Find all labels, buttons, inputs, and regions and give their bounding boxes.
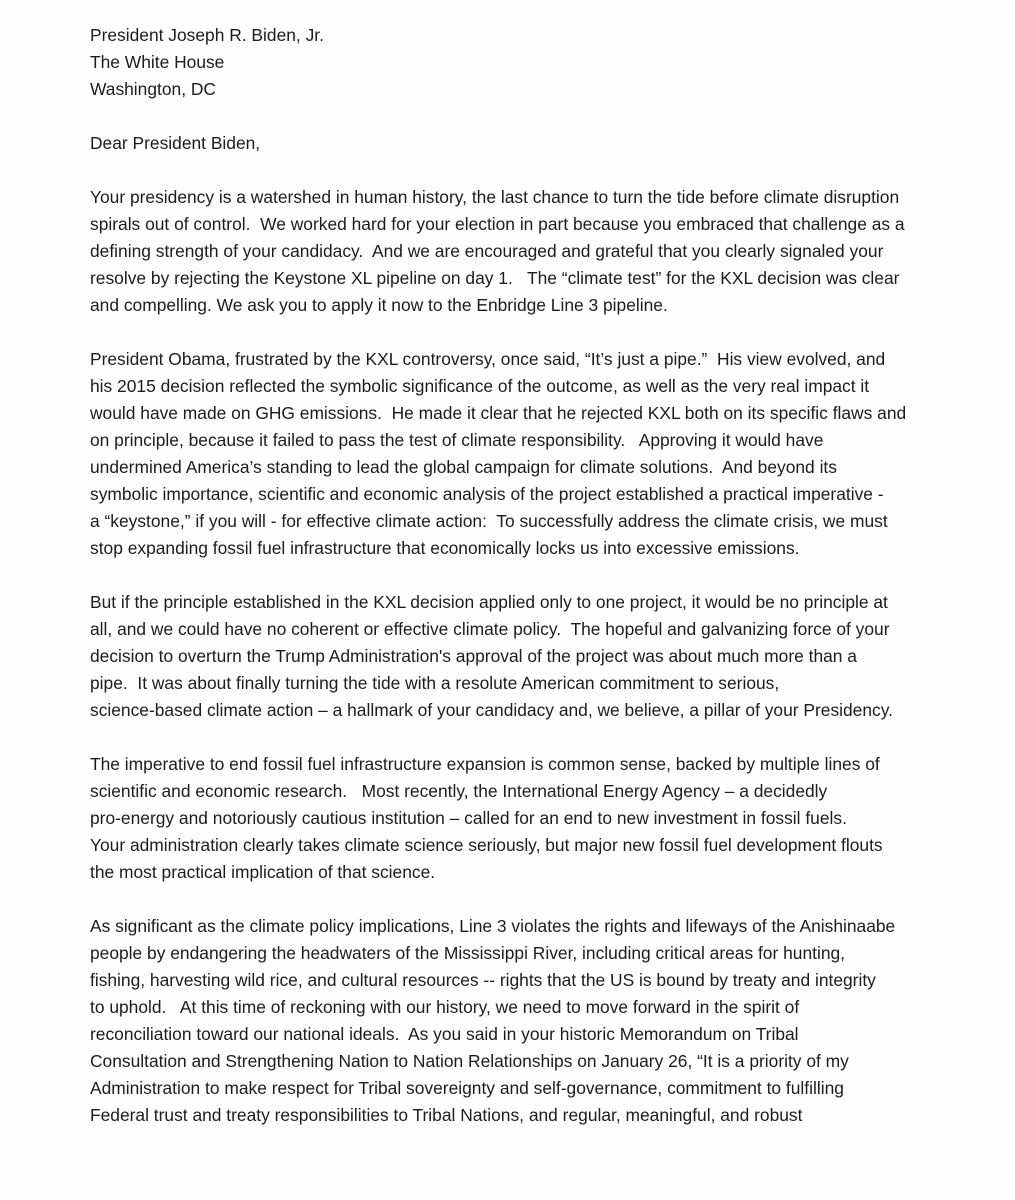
spacer: [90, 157, 990, 184]
address-city: Washington, DC: [90, 79, 216, 99]
paragraph-line: and compelling. We ask you to apply it now to the Enbridge Line 3 pipeline.: [90, 295, 668, 315]
paragraph-line: would have made on GHG emissions. He made it clear that he rejected KXL both on its specific flaws and: [90, 403, 907, 423]
spacer: [90, 562, 990, 589]
paragraph-line: science-based climate action – a hallmark of your candidacy and, we believe, a pillar of your Presidency.: [90, 700, 893, 720]
paragraph-line: But if the principle established in the KXL decision applied only to one project, it would be no principle at: [90, 592, 888, 612]
paragraph-line: Your presidency is a watershed in human history, the last chance to turn the tide before climate disruption: [90, 187, 900, 207]
paragraph-line: pipe. It was about finally turning the tide with a resolute American commitment to serious,: [90, 673, 780, 693]
paragraph-3: [90, 589, 990, 724]
paragraph-4: [90, 751, 990, 886]
paragraph-line: to uphold. At this time of reckoning with our history, we need to move forward in the spirit of: [90, 997, 800, 1017]
paragraph-line: all, and we could have no coherent or effective climate policy. The hopeful and galvanizing force of your: [90, 619, 890, 639]
paragraph-line: Consultation and Strengthening Nation to Nation Relationships on January 26, “It is a priority of my: [90, 1051, 849, 1071]
paragraph-line: resolve by rejecting the Keystone XL pipeline on day 1. The “climate test” for the KXL decision was clear: [90, 268, 900, 288]
paragraph-line: President Obama, frustrated by the KXL controversy, once said, “It’s just a pipe.” His view evolved, and: [90, 349, 886, 369]
paragraph-line: Federal trust and treaty responsibilities to Tribal Nations, and regular, meaningful, and robust: [90, 1105, 803, 1125]
paragraph-line: Your administration clearly takes climate science seriously, but major new fossil fuel development flouts: [90, 835, 883, 855]
paragraph-line: on principle, because it failed to pass the test of climate responsibility. Approving it would have: [90, 430, 824, 450]
paragraph-line: people by endangering the headwaters of the Mississippi River, including critical areas for hunting,: [90, 943, 845, 963]
spacer: [90, 319, 990, 346]
address-name: President Joseph R. Biden, Jr.: [90, 25, 324, 45]
paragraph-line: pro-energy and notoriously cautious institution – called for an end to new investment in fossil fuels.: [90, 808, 847, 828]
letter-body: [90, 22, 990, 1129]
paragraph-line: defining strength of your candidacy. And we are encouraged and grateful that you clearly signaled your: [90, 241, 884, 261]
paragraph-line: a “keystone,” if you will - for effective climate action: To successfully address the climate crisis, we must: [90, 511, 888, 531]
paragraph-line: The imperative to end fossil fuel infrastructure expansion is common sense, backed by multiple lines of: [90, 754, 880, 774]
paragraph-line: fishing, harvesting wild rice, and cultural resources -- rights that the US is bound by treaty and integrity: [90, 970, 876, 990]
salutation: Dear President Biden,: [90, 133, 261, 153]
paragraph-line: scientific and economic research. Most recently, the International Energy Agency – a decidedly: [90, 781, 828, 801]
paragraph-line: Administration to make respect for Tribal sovereignty and self-governance, commitment to fulfilling: [90, 1078, 844, 1098]
paragraph-2: [90, 346, 990, 562]
paragraph-line: symbolic importance, scientific and economic analysis of the project established a practical imperative -: [90, 484, 884, 504]
paragraph-5: [90, 913, 990, 1129]
spacer: [90, 724, 990, 751]
paragraph-line: stop expanding fossil fuel infrastructure that economically locks us into excessive emissions.: [90, 538, 800, 558]
paragraph-1: [90, 184, 990, 319]
paragraph-line: his 2015 decision reflected the symbolic significance of the outcome, as well as the very real impact it: [90, 376, 870, 396]
spacer: [90, 886, 990, 913]
paragraph-line: spirals out of control. We worked hard for your election in part because you embraced that challenge as a: [90, 214, 905, 234]
paragraph-line: the most practical implication of that science.: [90, 862, 436, 882]
paragraph-line: undermined America’s standing to lead the global campaign for climate solutions. And beyond its: [90, 457, 837, 477]
paragraph-line: As significant as the climate policy implications, Line 3 violates the rights and lifeways of the Anishinaabe: [90, 916, 896, 936]
paragraph-line: decision to overturn the Trump Administration's approval of the project was about much more than a: [90, 646, 857, 666]
spacer: [90, 103, 990, 130]
paragraph-line: reconciliation toward our national ideals. As you said in your historic Memorandum on Tribal: [90, 1024, 799, 1044]
address-org: The White House: [90, 52, 225, 72]
